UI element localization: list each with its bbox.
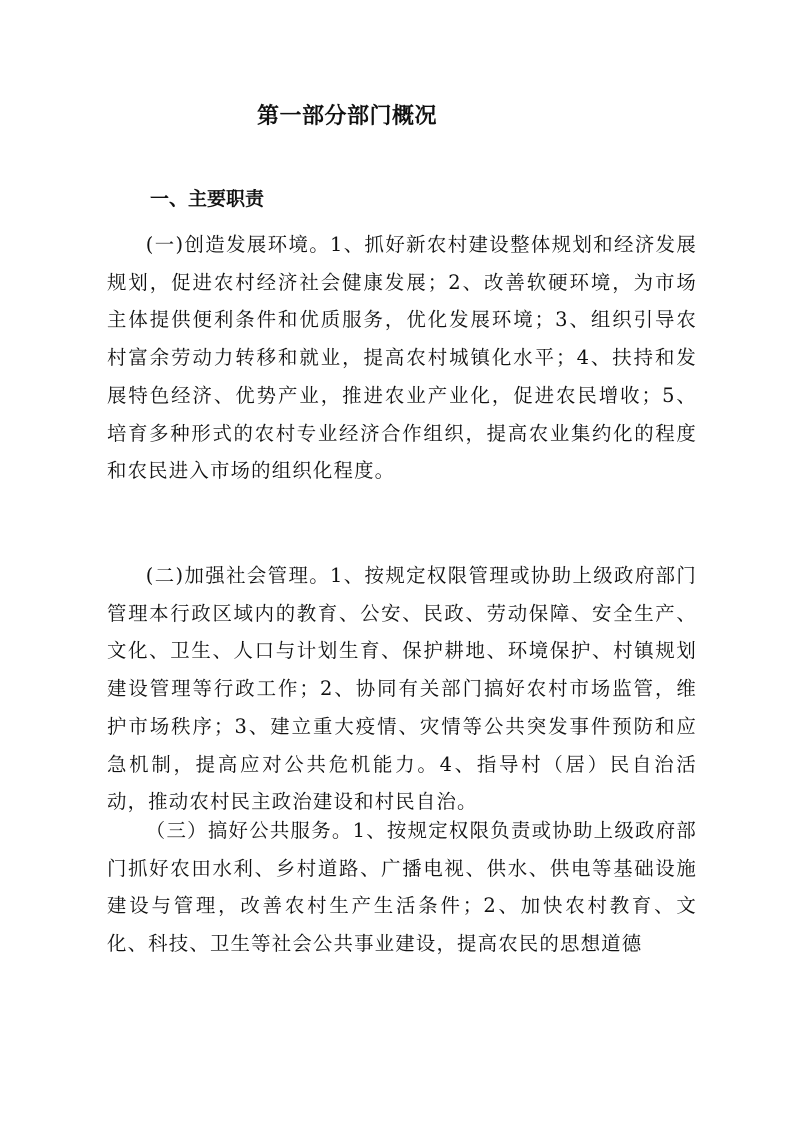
- paragraph-strengthen-social-management: (二)加强社会管理。1、按规定权限管理或协助上级政府部门管理本行政区域内的教育、公安、民政、劳动保障、安全生产、文化、卫生、人口与计划生育、保护耕地、环境保护、村镇规划建设管理等行政工作；2、协同有关部门搞好农村市场监管，维护市场秩序；3、建立重大疫情、灾情等公共突发事件预防和应急机制，提高应对公共危机能力。4、指导村（居）民自治活动，推动农村民主政治建设和村民自治。: [107, 564, 697, 814]
- section-heading: 一、主要职责: [150, 188, 265, 210]
- part-title: 第一部分部门概况: [257, 104, 438, 129]
- paragraph-public-services: （三）搞好公共服务。1、按规定权限负责或协助上级政府部门抓好农田水利、乡村道路、广播电视、供水、供电等基础设施建设与管理，改善农村生产生活条件；2、加快农村教育、文化、科技、卫生等社会公共事业建设，提高农民的思想道德: [107, 819, 697, 956]
- paragraph-create-development-environment: (一)创造发展环境。1、抓好新农村建设整体规划和经济发展规划，促进农村经济社会健康发展；2、改善软硬环境，为市场主体提供便利条件和优质服务，优化发展环境；3、组织引导农村富余劳动力转移和就业，提高农村城镇化水平；4、扶持和发展特色经济、优势产业，推进农业产业化，促进农民增收；5、培育多种形式的农村专业经济合作组织，提高农业集约化的程度和农民进入市场的组织化程度。: [107, 233, 697, 483]
